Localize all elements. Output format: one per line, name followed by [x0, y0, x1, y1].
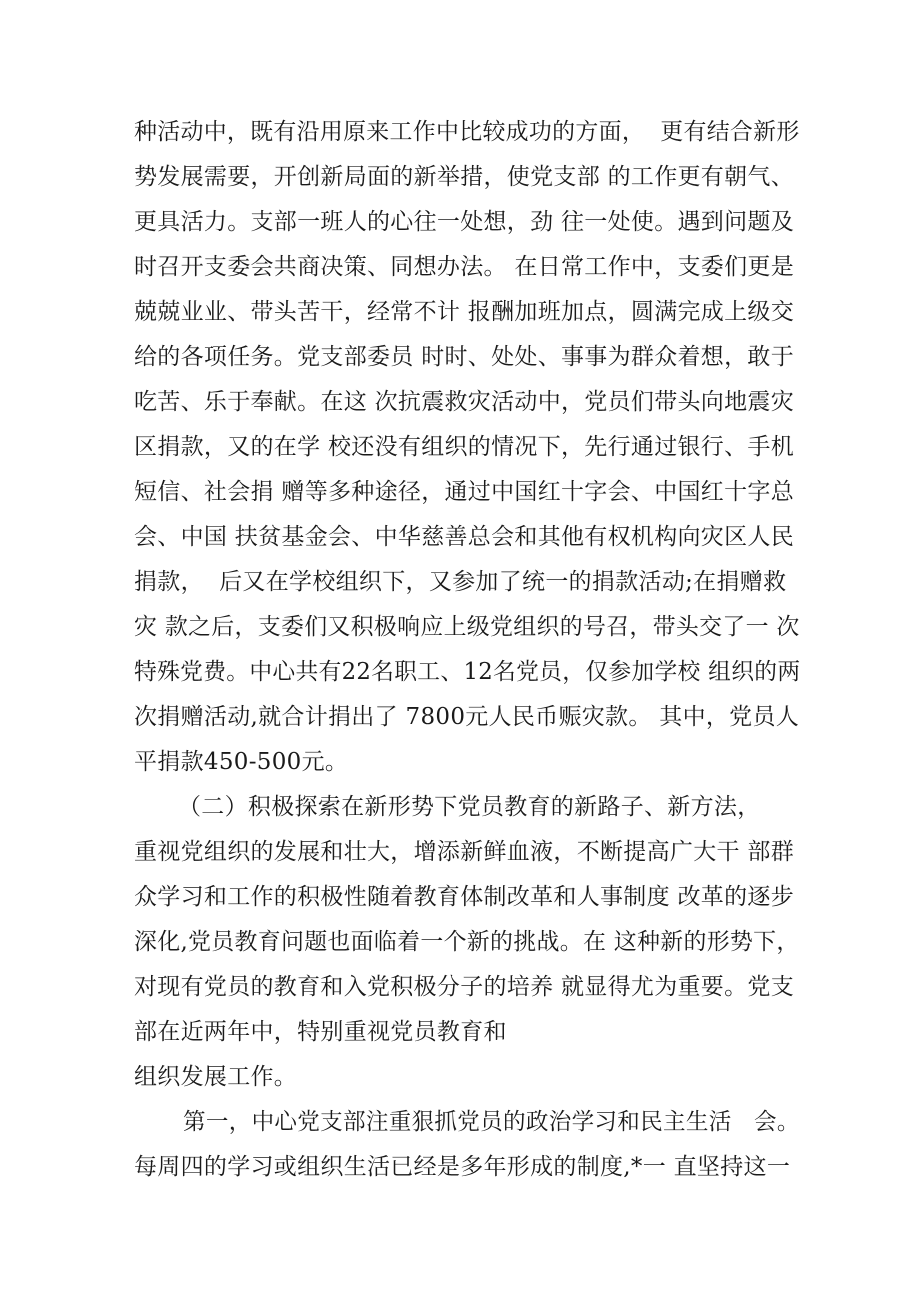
text-line: 次捐赠活动,就合计捐出了 7800元人民币赈灾款。 其中，党员人 [134, 704, 800, 730]
text-line: 短信、社会捐 赠等多种途径，通过中国红十字会、中国红十字总 [134, 479, 795, 505]
paragraph-start-line: 第一，中心党支部注重狠抓党员的政治学习和民主生活 会。 [183, 1109, 800, 1135]
text-line: 重视党组织的发展和壮大，增添新鲜血液，不断提高广大干 部群 [134, 839, 795, 865]
text-line: 组织发展工作。 [134, 1064, 298, 1090]
text-line: 种活动中，既有沿用原来工作中比较成功的方面， 更有结合新形 [134, 119, 800, 145]
text-line: 灾 款之后，支委们又积极响应上级党组织的号召，带头交了一 次 [134, 614, 800, 640]
text-line: 捐款， 后又在学校组织下，又参加了统一的捐款活动;在捐赠救 [134, 569, 787, 595]
text-line: 平捐款450-500元。 [134, 749, 349, 775]
text-line: 给的各项任务。党支部委员 时时、处处、事事为群众着想，敢于 [134, 344, 795, 370]
text-line: 吃苦、乐于奉献。在这 次抗震救灾活动中，党员们带头向地震灾 [134, 389, 795, 415]
section-heading-line: （二）积极探索在新形势下党员教育的新路子、新方法， [178, 794, 761, 820]
text-line: 势发展需要，开创新局面的新举措，使党支部 的工作更有朝气、 [134, 164, 795, 190]
text-line: 会、中国 扶贫基金会、中华慈善总会和其他有权机构向灾区人民 [134, 524, 795, 550]
text-line: 时召开支委会共商决策、同想办法。 在日常工作中，支委们更是 [134, 254, 795, 280]
text-line: 区捐款，又的在学 校还没有组织的情况下，先行通过银行、手机 [134, 434, 795, 460]
text-line: 特殊党费。中心共有22名职工、12名党员，仅参加学校 组织的两 [134, 659, 801, 685]
text-line: 众学习和工作的积极性随着教育体制改革和人事制度 改革的逐步 [134, 884, 795, 910]
text-line: 每周四的学习或组织生活已经是多年形成的制度,*一 直坚持这一 [134, 1154, 791, 1180]
text-line: 更具活力。支部一班人的心往一处想，劲 往一处使。遇到问题及 [134, 209, 795, 235]
text-line: 对现有党员的教育和入党积极分子的培养 就显得尤为重要。党支 [134, 974, 795, 1000]
text-line: 深化,党员教育问题也面临着一个新的挑战。在 这种新的形势下， [134, 929, 800, 955]
text-line: 兢兢业业、带头苦干，经常不计 报酬加班加点，圆满完成上级交 [134, 299, 795, 325]
text-line: 部在近两年中，特别重视党员教育和 [134, 1019, 507, 1045]
